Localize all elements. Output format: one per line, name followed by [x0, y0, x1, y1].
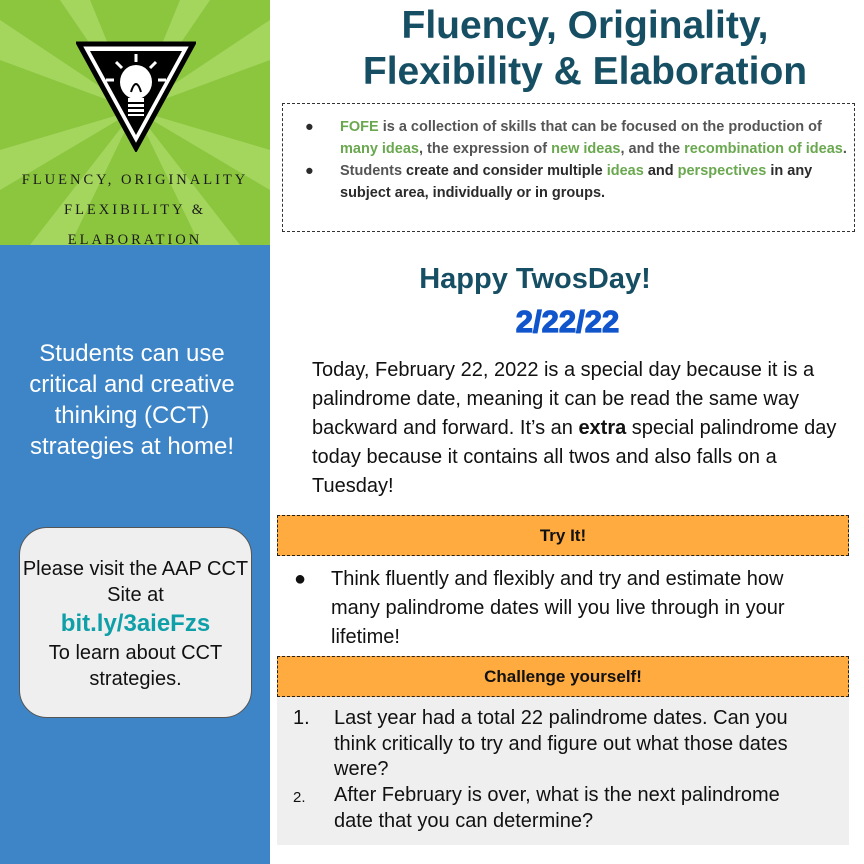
bullet-icon: ● [294, 568, 307, 590]
challenge-banner: Challenge yourself! [277, 656, 849, 697]
visit-line-2: To learn about CCT strategies. [48, 642, 223, 690]
challenge-list [277, 697, 849, 845]
logo-panel [0, 0, 270, 245]
visit-site-callout [19, 527, 252, 718]
fofe-definition-box [282, 103, 855, 232]
sidebar-message: Students can use critical and creative thinking (CCT) strategies at home! [29, 340, 235, 460]
visit-line-1: Please visit the AAP CCT Site at [22, 558, 249, 606]
try-it-banner: Try It! [277, 515, 849, 556]
twosday-date: 2/22/22 [515, 304, 620, 339]
try-it-item: ● Think fluently and flexibly and try and estimate how many palindrome dates will you live through in your lifetime! [294, 565, 834, 652]
fofe-bullet-2: ● Students create and consider multiple ideas and perspectives in any subject area, individually or in groups. [305, 160, 848, 204]
list-item: 1. Last year had a total 22 palindrome dates. Can you think critically to try and figure out what those dates were? [293, 707, 788, 780]
lightbulb-triangle-logo-icon [76, 40, 196, 152]
bullet-icon: ● [305, 163, 314, 179]
logo-wordmark: FLUENCY, ORIGINALITY FLEXIBILITY & ELABORATION [21, 172, 249, 245]
page-title: Fluency, Originality, Flexibility & Elaboration [362, 4, 808, 93]
fofe-bullet-1: ● FOFE is a collection of skills that can be focused on the production of many ideas, the expression of new ideas, and the recombination of ideas. [305, 116, 848, 160]
twosday-heading: Happy TwosDay! [419, 263, 651, 295]
intro-paragraph: Today, February 22, 2022 is a special day because it is a palindrome date, meaning it can be read the same way backward and forward. It’s an extra special palindrome day today because it contains all twos and also falls on a Tuesday! [312, 359, 837, 497]
list-item: 2. After February is over, what is the next palindrome date that you can determine? [293, 784, 780, 832]
bullet-icon: ● [305, 119, 314, 135]
cct-site-link[interactable]: bit.ly/3aieFzs [60, 610, 211, 637]
